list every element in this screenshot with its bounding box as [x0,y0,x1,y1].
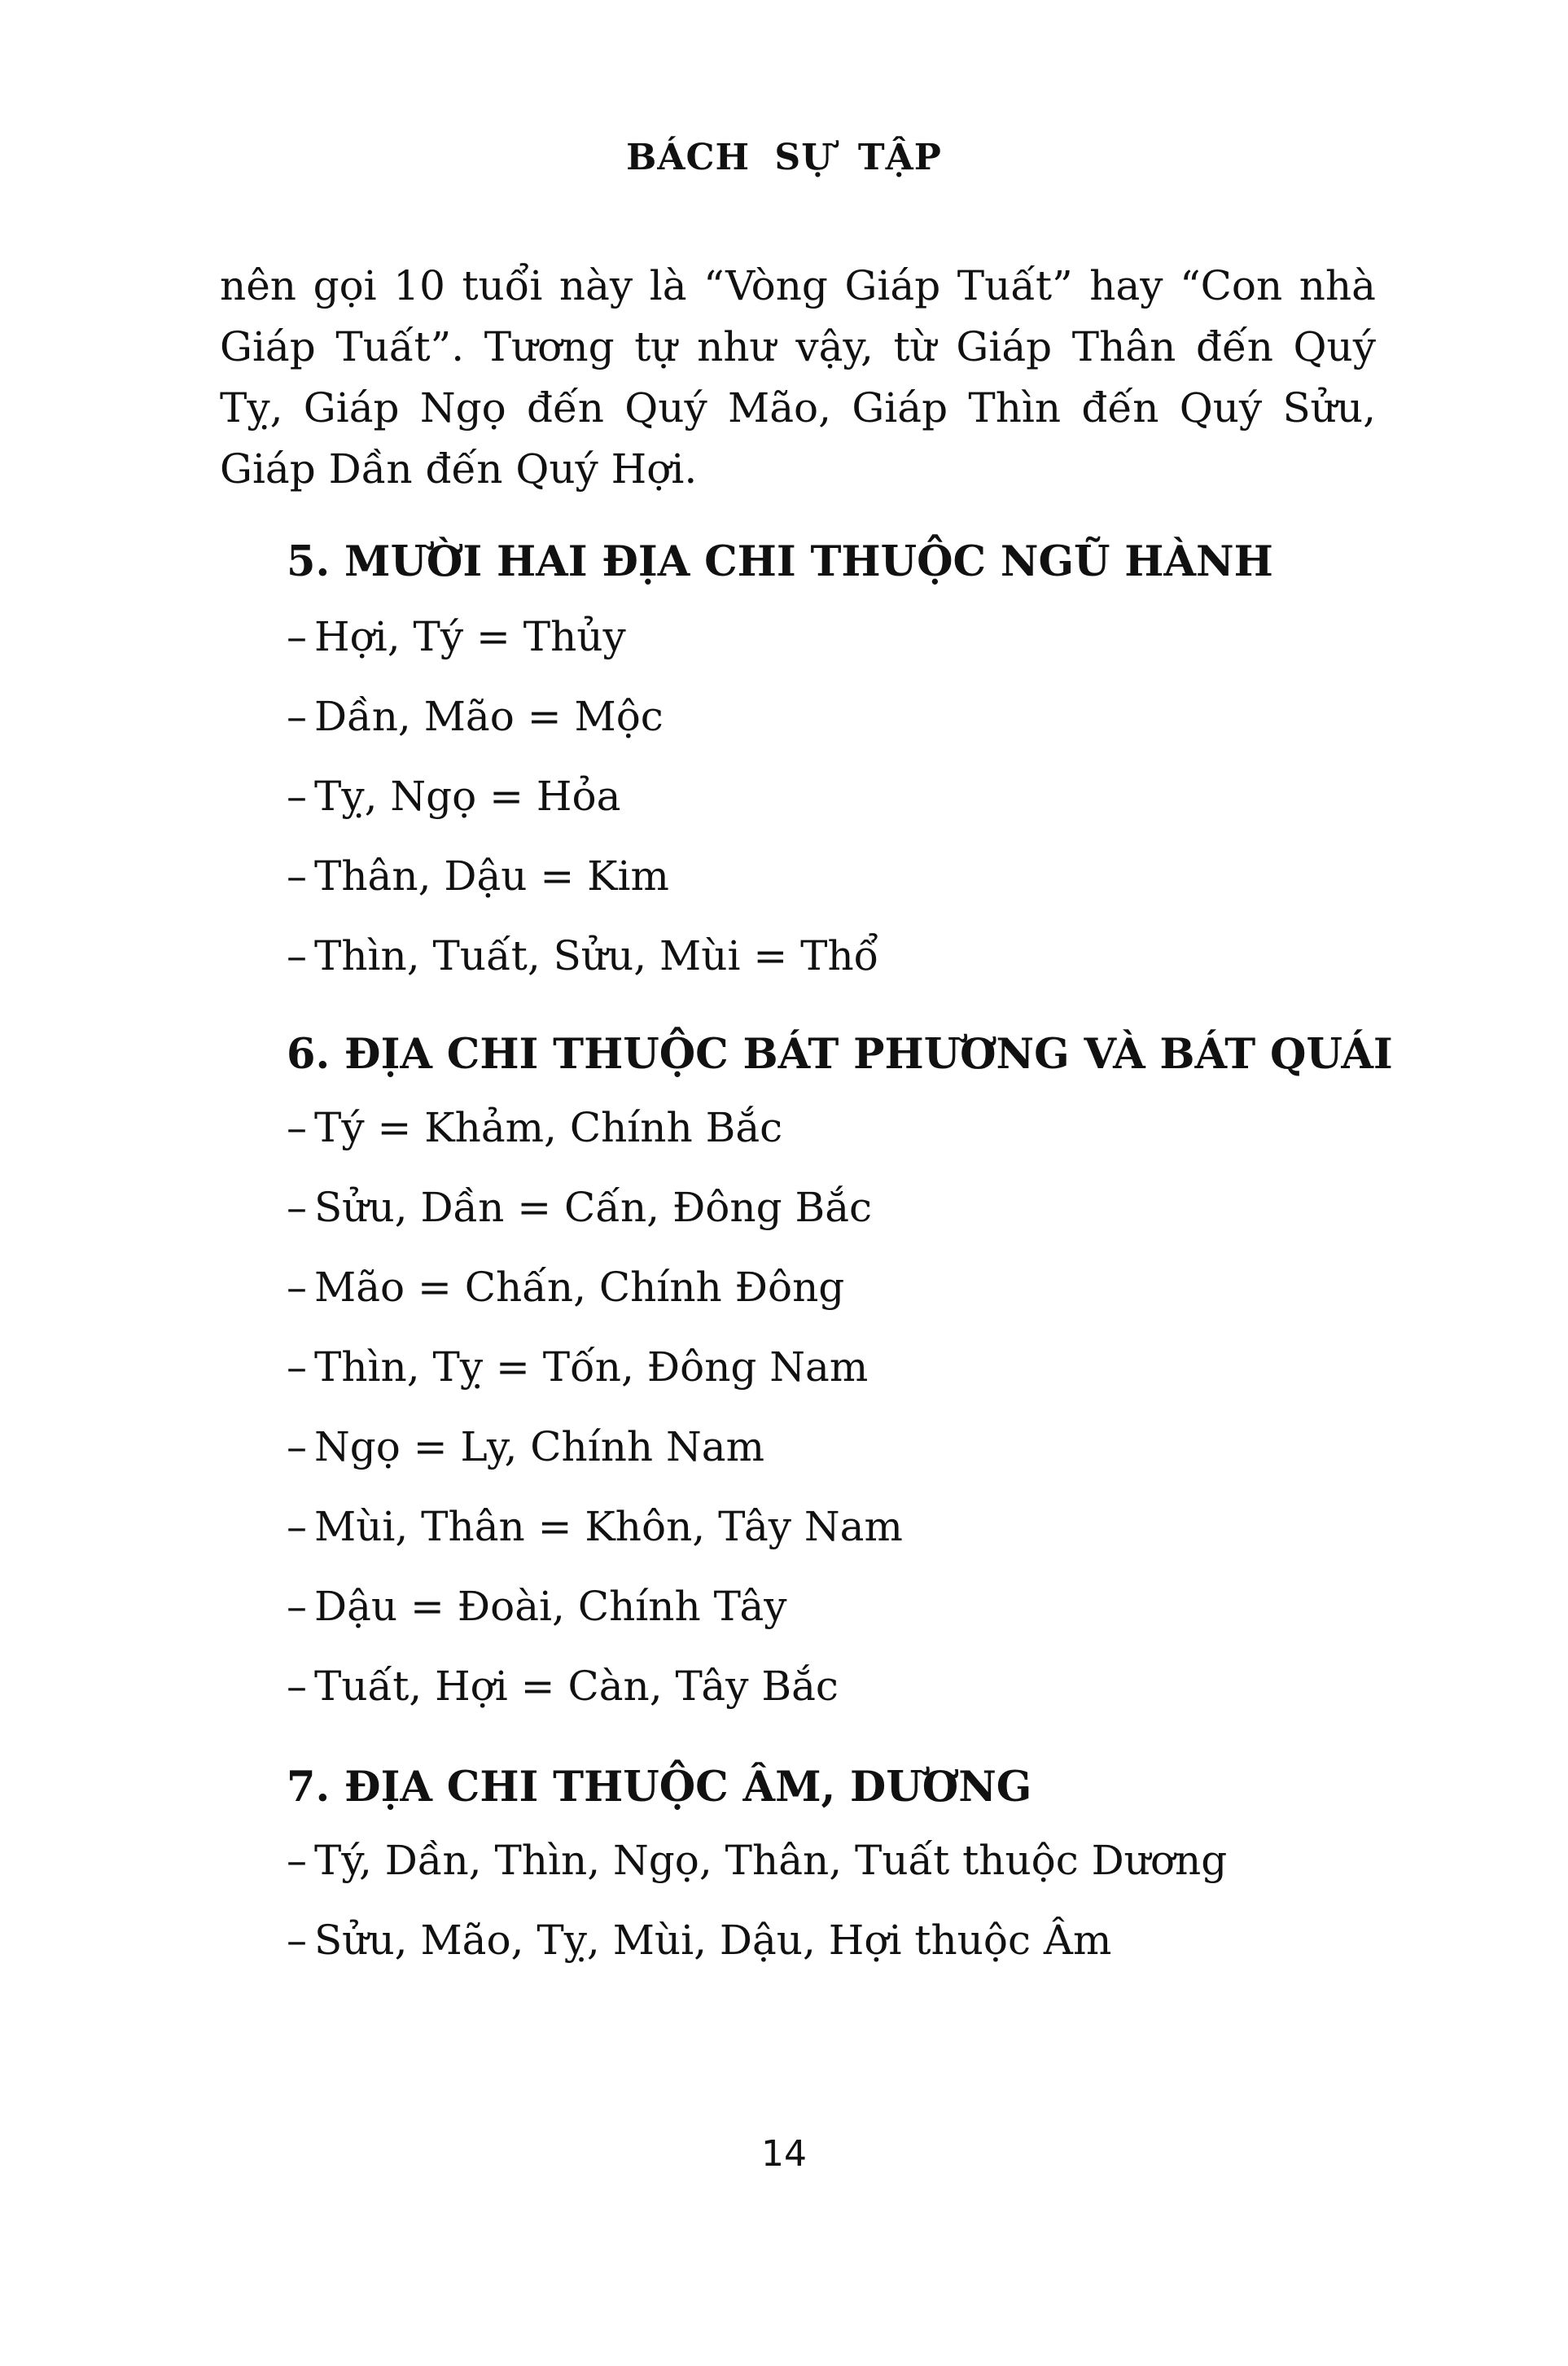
section-am-duong [287,1759,1426,1980]
list-dash: – [287,773,307,820]
list-dash: – [287,693,307,740]
list-item-text: Sửu, Mão, Tỵ, Mùi, Dậu, Hợi thuộc Âm [314,1917,1112,1964]
list-item [287,1566,1426,1646]
list-dash: – [287,1264,307,1311]
list-item-text: Dậu = Đoài, Chính Tây [314,1583,787,1630]
list-item [287,1168,1426,1247]
list-item-text: Thân, Dậu = Kim [314,852,669,900]
list-dash: – [287,613,307,660]
intro-paragraph: nên gọi 10 tuổi này là “Vòng Giáp Tuất” hay “Con nhà Giáp Tuất”. Tương tự như vậy, từ Giáp Thân đến Quý Tỵ, Giáp Ngọ đến Quý Mão, Giáp Thìn đến Quý Sửu, Giáp Dần đến Quý Hợi. [220,262,1376,493]
list-item-text: Tý = Khảm, Chính Bắc [314,1104,783,1151]
list-item [287,916,1426,996]
list-item-text: Sửu, Dần = Cấn, Đông Bắc [314,1184,873,1231]
list-dash: – [287,1583,307,1630]
list-dash: – [287,1184,307,1231]
list-item [287,1327,1426,1407]
list-item [287,1088,1426,1168]
list-item-text: Tuất, Hợi = Càn, Tây Bắc [314,1663,839,1710]
list-item-text: Hợi, Tý = Thủy [314,613,626,660]
list-item-text: Tỵ, Ngọ = Hỏa [314,773,621,820]
section-heading: 7. ĐỊA CHI THUỘC ÂM, DƯƠNG [287,1763,1032,1812]
list-dash: – [287,1503,307,1550]
list-item-text: Mão = Chấn, Chính Đông [314,1264,845,1311]
section-list [287,1088,1426,1726]
list-dash: – [287,1104,307,1151]
list-dash: – [287,932,307,979]
list-item-text: Dần, Mão = Mộc [314,693,664,740]
list-item-text: Thìn, Tỵ = Tốn, Đông Nam [314,1343,869,1391]
running-title: BÁCH SỰ TẬP [626,137,942,178]
list-dash: – [287,1837,307,1884]
section-list [287,1821,1426,1980]
list-item-text: Tý, Dần, Thìn, Ngọ, Thân, Tuất thuộc Dương [314,1837,1228,1884]
list-item [287,1487,1426,1566]
list-item [287,1407,1426,1487]
list-item [287,677,1426,756]
list-item-text: Mùi, Thân = Khôn, Tây Nam [314,1503,903,1550]
list-dash: – [287,1343,307,1391]
list-item [287,1247,1426,1327]
list-item-text: Thìn, Tuất, Sửu, Mùi = Thổ [314,932,879,979]
list-dash: – [287,1663,307,1710]
list-dash: – [287,1917,307,1964]
list-dash: – [287,1423,307,1470]
section-list [287,597,1426,996]
list-item [287,1646,1426,1726]
list-item [287,597,1426,677]
section-heading: 6. ĐỊA CHI THUỘC BÁT PHƯƠNG VÀ BÁT QUÁI [287,1030,1393,1079]
list-item [287,1900,1426,1980]
list-item [287,756,1426,836]
list-item [287,836,1426,916]
list-item-text: Ngọ = Ly, Chính Nam [314,1423,764,1470]
section-heading: 5. MƯỜI HAI ĐỊA CHI THUỘC NGŨ HÀNH [287,537,1273,586]
list-dash: – [287,852,307,900]
list-item [287,1821,1426,1900]
section-ngu-hanh [287,533,1426,996]
page-number: 14 [761,2133,807,2175]
section-bat-phuong [287,1026,1426,1726]
